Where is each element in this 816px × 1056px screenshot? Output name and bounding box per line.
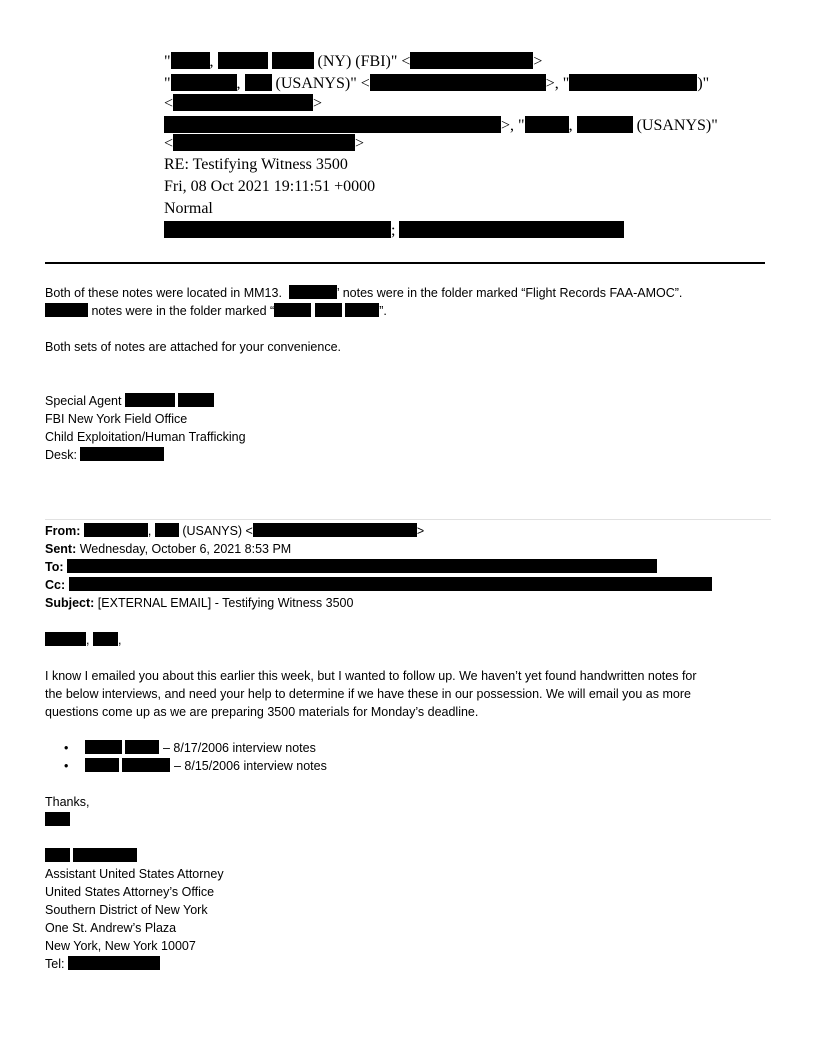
redaction <box>178 393 214 407</box>
redaction <box>69 577 712 591</box>
importance-value: Normal <box>164 200 213 217</box>
reply-line-2: notes were in the folder marked “ ”. <box>45 302 387 320</box>
redaction <box>80 447 164 461</box>
redaction <box>173 134 355 151</box>
redaction <box>73 848 137 862</box>
redaction <box>85 740 122 754</box>
agent-signature-office: FBI New York Field Office <box>45 412 188 426</box>
redacted-attachment <box>399 221 624 238</box>
orig-para-line-2: the below interviews, and need your help to determine if we have these in our possession. We will email you as more <box>45 687 691 701</box>
redaction <box>525 116 569 133</box>
agent-signature-unit: Child Exploitation/Human Trafficking <box>45 430 246 444</box>
orig-bullet-2: • – 8/15/2006 interview notes <box>64 759 327 773</box>
orig-greeting: , , <box>45 631 121 649</box>
redaction <box>218 52 268 69</box>
orig-thanks: Thanks, <box>45 795 90 809</box>
message-separator <box>45 519 771 520</box>
orig-sent-row: Sent: Wednesday, October 6, 2021 8:53 PM <box>45 542 292 556</box>
redaction <box>93 632 118 646</box>
redaction <box>345 303 379 317</box>
redaction <box>272 52 314 69</box>
redaction <box>122 758 170 772</box>
redaction <box>315 303 342 317</box>
orig-para-line-3: questions come up as we are preparing 3500 materials for Monday’s deadline. <box>45 705 479 719</box>
redaction <box>68 956 160 970</box>
orig-signature-name <box>45 847 137 865</box>
orig-para-line-1: I know I emailed you about this earlier this week, but I wanted to follow up. We haven’t yet found handwritten notes for <box>45 669 697 683</box>
orig-sender-initials <box>45 811 70 829</box>
orig-to-row: To: <box>45 558 657 576</box>
subject-value: RE: Testifying Witness 3500 <box>164 156 348 173</box>
reply-line-1: Both of these notes were located in MM13. ’ notes were in the folder marked “Flight Records FAA-AMOC”. <box>45 286 683 300</box>
redaction <box>370 74 546 91</box>
orig-bullet-1: • – 8/17/2006 interview notes <box>64 741 316 755</box>
orig-signature-address-1: One St. Andrew’s Plaza <box>45 921 177 935</box>
redaction <box>45 632 86 646</box>
orig-cc-row: Cc: <box>45 576 712 594</box>
redaction <box>155 523 179 537</box>
redaction <box>410 52 533 69</box>
redaction <box>569 74 697 91</box>
redaction <box>253 523 417 537</box>
bullet-icon: • <box>64 741 69 755</box>
date-value: Fri, 08 Oct 2021 19:11:51 +0000 <box>164 178 376 195</box>
redaction <box>67 559 657 573</box>
redaction <box>245 74 272 91</box>
orig-signature-address-2: New York, New York 10007 <box>45 939 196 953</box>
redaction <box>45 812 70 826</box>
redacted-attachment <box>164 221 391 238</box>
redaction <box>577 116 633 133</box>
orig-signature-district: Southern District of New York <box>45 903 208 917</box>
redaction <box>85 758 119 772</box>
redaction <box>125 393 175 407</box>
redaction <box>171 52 210 69</box>
bullet-icon: • <box>64 759 69 773</box>
redaction <box>173 94 313 111</box>
redaction <box>274 303 311 317</box>
agent-signature-desk: Desk: <box>45 446 164 464</box>
orig-signature-office: United States Attorney’s Office <box>45 885 215 899</box>
orig-signature-tel: Tel: <box>45 955 160 973</box>
redaction <box>45 848 70 862</box>
orig-subject-row: Subject: [EXTERNAL EMAIL] - Testifying Witness 3500 <box>45 596 354 610</box>
redaction <box>125 740 159 754</box>
redaction <box>164 116 501 133</box>
reply-line-3: Both sets of notes are attached for your convenience. <box>45 340 342 354</box>
orig-from-row: From: , (USANYS) < > <box>45 524 425 538</box>
header-divider <box>45 262 765 264</box>
redaction <box>289 285 337 299</box>
redaction <box>171 74 237 91</box>
orig-signature-title: Assistant United States Attorney <box>45 867 224 881</box>
redaction <box>45 303 88 317</box>
redaction <box>84 523 148 537</box>
agent-signature-title: Special Agent <box>45 392 214 410</box>
